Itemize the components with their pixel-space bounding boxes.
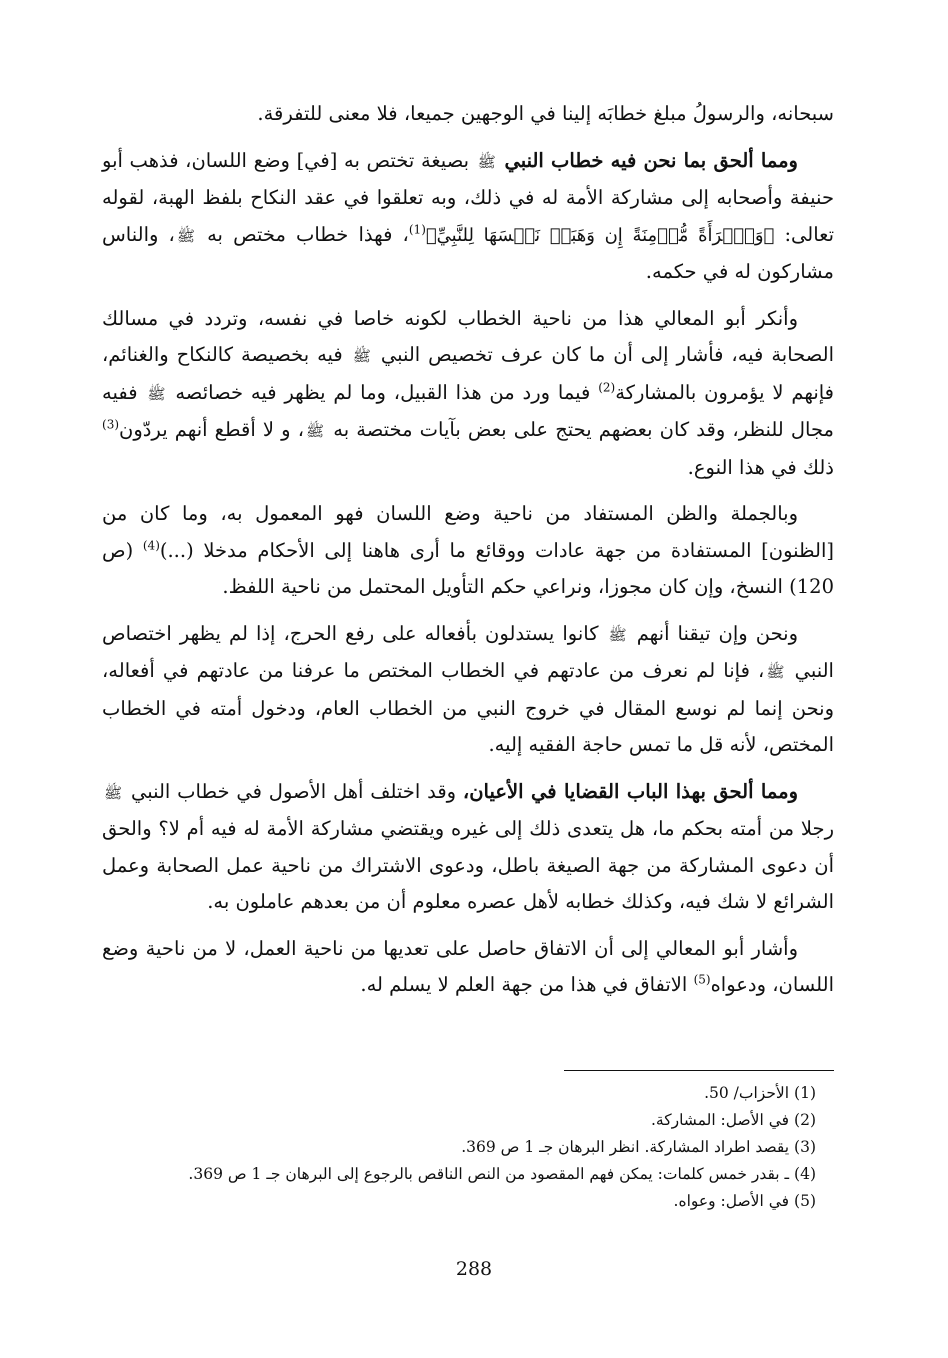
footnote-item: (5) في الأصل: وعواه. [673, 1192, 816, 1210]
footnote-ref: (3) [102, 417, 120, 432]
paragraph-text: رجلا من أمته بحكم ما، هل يتعدى ذلك إلى غيره ويقتضي مشاركة الأمة له فيه أم لا؟ والحق أن دعوى المشاركة من جهة الصيغة باطل، ودعوى الاشتراك من ناحية عمل الصحابة وعمل الشرائع لا شك فيه، وكذلك خطابه لأهل عصره معلوم أن من بعدهم عاملون به. [102, 817, 834, 913]
paragraph-1 [102, 96, 834, 133]
main-text [102, 96, 834, 1014]
honorific-glyph: ﷺ [766, 663, 785, 681]
paragraph-text: ونحن وإن تيقنا أنهم [636, 621, 798, 645]
footnote-item: (1) الأحزاب/ 50. [704, 1084, 816, 1102]
honorific-glyph: ﷺ [352, 347, 371, 365]
paragraph-text: ، فإنا لم نعرف من عادتهم في الخطاب المختص ما عرفنا من عادتهم في أفعاله، ونحن إنما لم نوسع المقال في خروج النبي من الخطاب العام، ودخول أمته في الخطاب المختص، لأنه قل ما تمس حاجة الفقيه إليه. [102, 659, 834, 756]
paragraph-text: ، والناس مشاركون له في حكمه. [102, 222, 834, 283]
paragraph-lead: ومما ألحق بما نحن فيه خطاب النبي [504, 148, 798, 172]
paragraph-text: ذلك في هذا النوع. [687, 455, 834, 479]
paragraph-text: وأنكر أبو المعالي هذا من ناحية الخطاب لكونه خاصا في نفسه، وتردد في مسالك الصحابة فيه، فأشار إلى أن ما كان عرف تخصيص النبي [102, 306, 834, 366]
page-number: 288 [455, 1258, 493, 1280]
footnote-ref: (1) [408, 222, 426, 236]
honorific-glyph: ﷺ [608, 625, 627, 644]
paragraph-text: ، و لا أقطع أنهم يردّون [119, 418, 304, 441]
paragraph-7 [102, 931, 834, 1004]
paragraph-text: سبحانه، والرسولُ مبلغ خطابَه إلينا في الوجهين جميعا، فلا معنى للتفرقة. [257, 102, 834, 125]
footnote-ref: (5) [693, 972, 711, 987]
honorific-glyph: ﷺ [147, 384, 166, 403]
paragraph-text: ففيه مجال للنظر، وقد كان بعضهم يحتج على بعض بآيات مختصة به [102, 380, 834, 441]
footnotes-list [96, 1080, 816, 1215]
paragraph-text: بصيغة تختص به [في] وضع اللسان، فذهب أبو حنيفة وأصحابه إلى مشاركة الأمة له في ذلك، وبه تعلقوا في عقد النكاح بلفظ الهبة، لقوله تعالى: [102, 148, 834, 246]
paragraph-text: وقد اختلف أهل الأصول في خطاب النبي [130, 779, 457, 803]
footnote-divider [564, 1070, 834, 1071]
quran-verse: ﴿وَٱمۡرَأَةً مُّؤۡمِنَةً إِن وَهَبَتۡ نَفۡسَهَا لِلنَّبِيِّ﴾ [425, 224, 775, 246]
footnote-item: (2) في الأصل: المشاركة. [650, 1111, 816, 1129]
paragraph-5 [102, 616, 834, 764]
paragraph-text: فيما ورد من هذا القبيل، وما لم يظهر فيه خصائصه [175, 380, 591, 404]
paragraph-text: (ص 120) النسخ، وإن كان مجوزا، ونراعي حكم التأويل المحتمل من ناحية اللفظ. [102, 538, 834, 598]
paragraph-text: فيه بخصيصة كالنكاح والغنائم، فإنهم لا يؤمرون بالمشاركة [102, 343, 835, 404]
honorific-glyph: ﷺ [176, 226, 195, 245]
honorific-glyph: ﷺ [104, 783, 123, 802]
paragraph-text: وبالجملة والظن المستفاد من ناحية وضع اللسان فهو المعمول به، وما كان من [الظنون] المستفادة من جهة عادات ووقائع ما أرى هاهنا إلى الأحكام مدخلا (...) [102, 502, 835, 562]
honorific-glyph: ﷺ [306, 422, 325, 440]
paragraph-text: ، فهذا خطاب مختص به [207, 222, 409, 246]
paragraph-3 [102, 301, 834, 487]
paragraph-6 [102, 774, 834, 921]
paragraph-text: وأشار أبو المعالي إلى أن الاتفاق حاصل على تعديها من ناحية العمل، لا من ناحية وضع اللسان، ودعواه [102, 936, 834, 996]
footnote-item: (4) ـ بقدر خمس كلمات: يمكن فهم المقصود من النص الناقص بالرجوع إلى البرهان جـ 1 ص 369. [188, 1165, 816, 1183]
footnote-ref: (4) [142, 538, 160, 552]
paragraph-lead: ومما ألحق بهذا الباب القضايا في الأعيان، [462, 779, 799, 803]
paragraph-4 [102, 496, 834, 606]
honorific-glyph: ﷺ [477, 152, 496, 171]
paragraph-text: الاتفاق في هذا من جهة العلم لا يسلم له. [360, 973, 688, 996]
footnote-ref: (2) [598, 380, 616, 394]
footnote-item: (3) يقصد اطراد المشاركة. انظر البرهان جـ 1 ص 369. [461, 1138, 816, 1156]
paragraph-2 [102, 143, 834, 291]
paragraph-text: كانوا يستدلون بأفعاله على رفع الحرج، إذا لم يظهر اختصاص النبي [102, 621, 834, 682]
